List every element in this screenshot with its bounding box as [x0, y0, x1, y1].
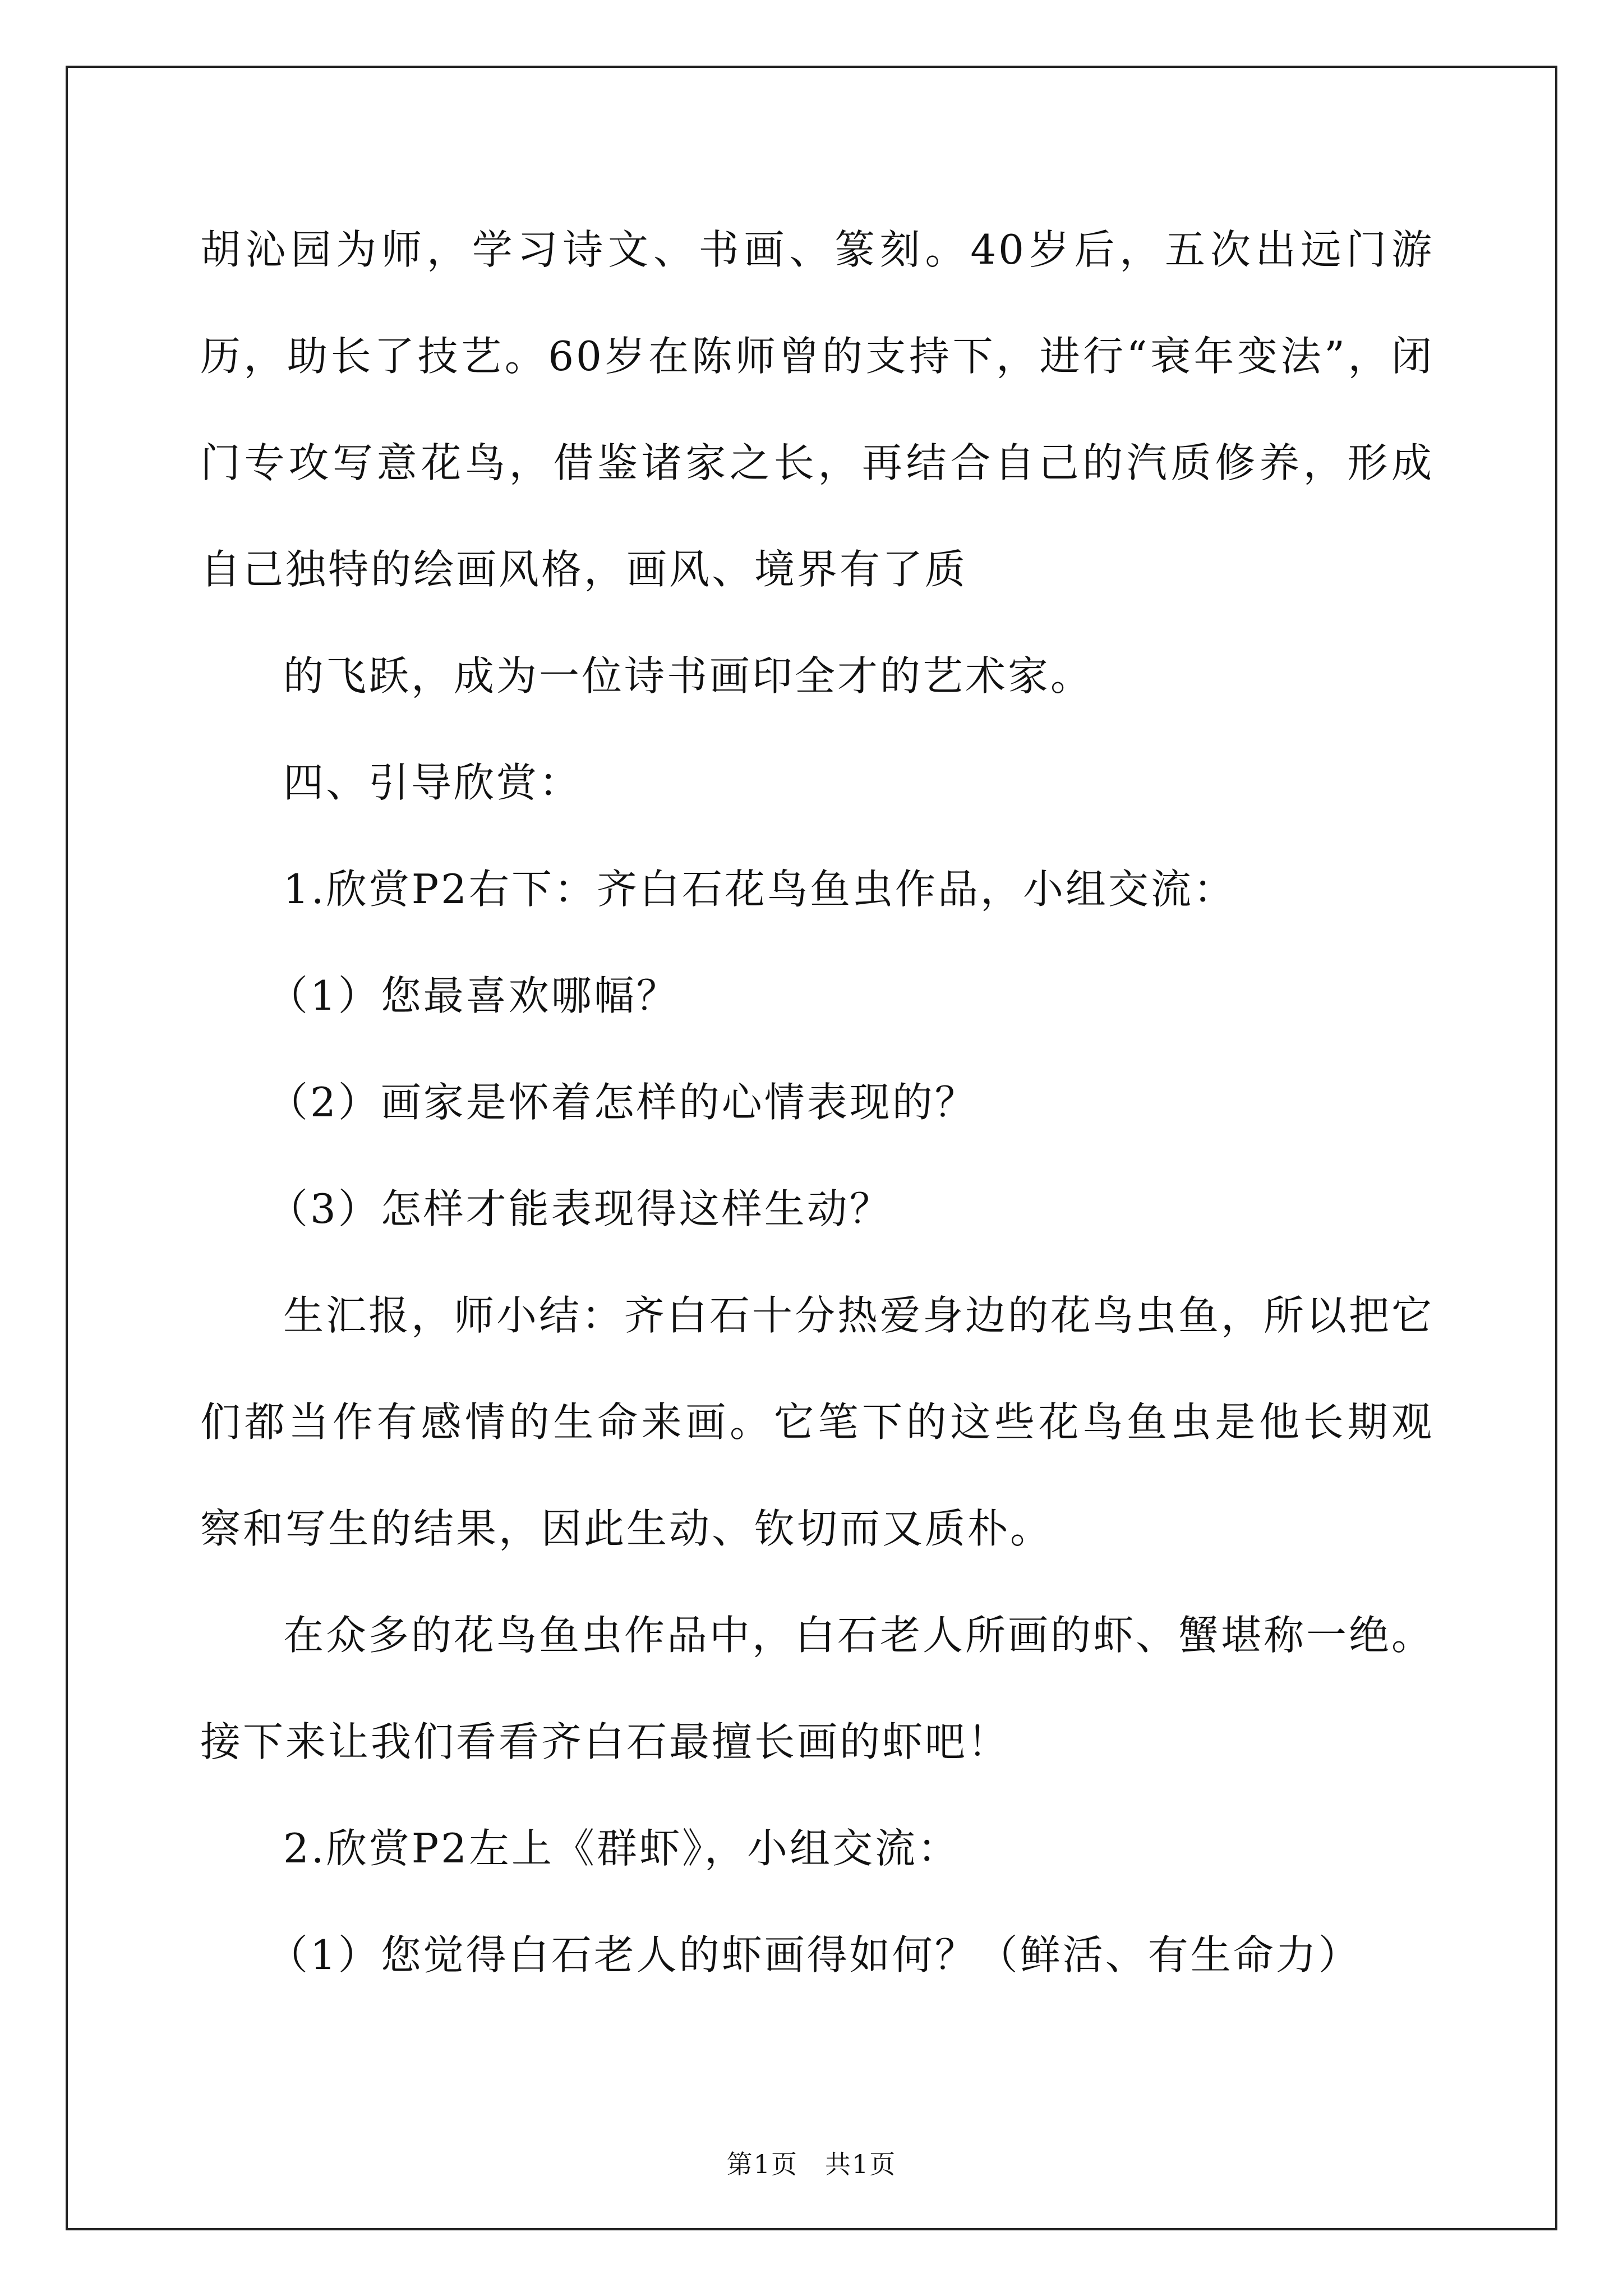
sub-question: （1）您最喜欢哪幅？	[268, 972, 679, 1019]
paragraph: 在众多的花鸟鱼虫作品中，白石老人所画的虾、蟹堪称一绝。接下来让我们看看齐白石最擅长画的虾吧！	[200, 1612, 1435, 1765]
sub-question: （1）您觉得白石老人的虾画得如何？（鲜活、有生命力）	[268, 1931, 1361, 1978]
sub-question: （2）画家是怀着怎样的心情表现的？	[268, 1079, 978, 1126]
section-heading: 四、引导欣赏：	[283, 759, 582, 806]
sub-question: （3）怎样才能表现得这样生动？	[268, 1185, 892, 1232]
paragraph: 的飞跃，成为一位诗书画印全才的艺术家。	[283, 652, 1094, 700]
list-item: 1.欣赏P2右下：齐白石花鸟鱼虫作品，小组交流：	[283, 866, 1236, 913]
paragraph: 生汇报，师小结：齐白石十分热爱身边的花鸟虫鱼，所以把它们都当作有感情的生命来画。它笔下的这些花鸟鱼虫是他长期观察和写生的结果，因此生动、钦切而又质朴。	[200, 1292, 1435, 1552]
document-body	[200, 196, 1434, 2008]
paragraph-continuation: 胡沁园为师，学习诗文、书画、篆刻。40岁后，五次出远门游历，助长了技艺。60岁在陈师曾的支持下，进行“衰年变法”，闭门专攻写意花鸟，借鉴诸家之长，再结合自己的汽质修养，形成自己独特的绘画风格，画风、境界有了质	[200, 226, 1434, 593]
page-number: 第1页 共1页	[726, 2149, 897, 2179]
list-item: 2.欣赏P2左上《群虾》，小组交流：	[283, 1825, 960, 1872]
